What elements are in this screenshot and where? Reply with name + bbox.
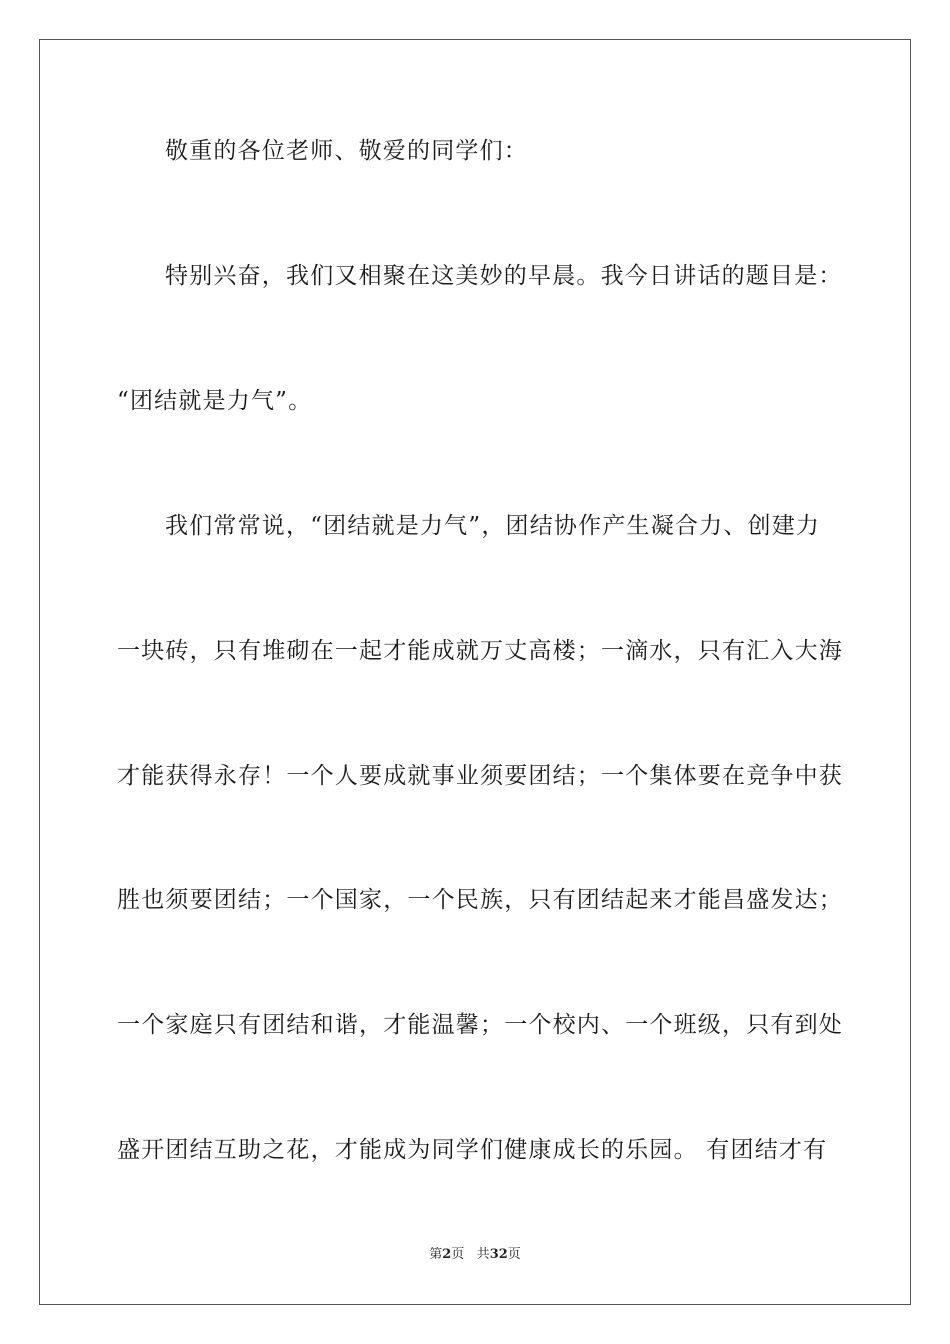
page-suffix: 页 bbox=[451, 1247, 465, 1262]
paragraph-line: 盛开团结互助之花，才能成为同学们健康成长的乐园。 有团结才有 bbox=[117, 1137, 828, 1163]
paragraph-line: 才能获得永存！一个人要成就事业须要团结；一个集体要在竞争中获 bbox=[117, 763, 843, 789]
paragraph-line: 胜也须要团结；一个国家，一个民族，只有团结起来才能昌盛发达； bbox=[117, 887, 843, 913]
page-footer bbox=[0, 1246, 950, 1264]
paragraph-line: 一块砖，只有堆砌在一起才能成就万丈高楼；一滴水，只有汇入大海 bbox=[117, 638, 843, 664]
paragraph-line: 特别兴奋，我们又相聚在这美妙的早晨。我今日讲话的题目是： bbox=[165, 263, 843, 289]
salutation-line: 敬重的各位老师、敬爱的同学们： bbox=[165, 138, 528, 164]
paragraph-line: 我们常常说，“团结就是力气”，团结协作产生凝合力、创建力 bbox=[165, 513, 821, 539]
total-pages: 32 bbox=[489, 1247, 508, 1262]
paragraph-line: 一个家庭只有团结和谐，才能温馨；一个校内、一个班级，只有到处 bbox=[117, 1012, 843, 1038]
total-prefix: 共 bbox=[476, 1247, 490, 1262]
paragraph-line: “团结就是力气”。 bbox=[117, 388, 313, 414]
page-prefix: 第 bbox=[429, 1247, 443, 1262]
page-border bbox=[39, 39, 911, 1305]
page-number: 2 bbox=[442, 1247, 452, 1262]
total-suffix: 页 bbox=[507, 1247, 521, 1262]
